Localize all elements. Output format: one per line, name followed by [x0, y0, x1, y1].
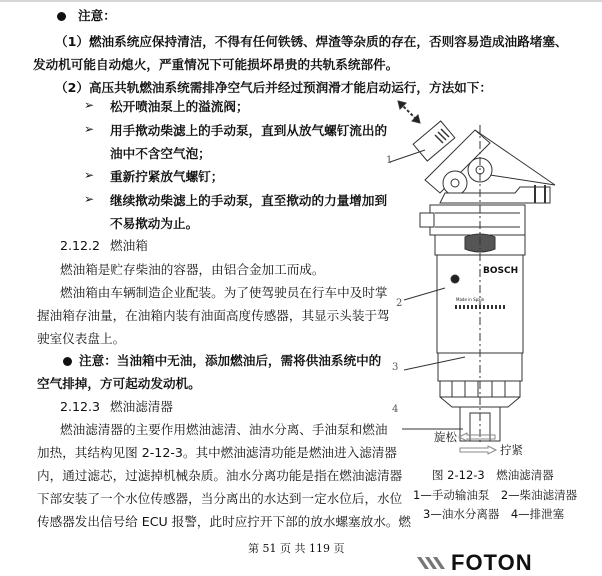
step-3: 重新拧紧放气螺钉； — [110, 169, 224, 184]
fuel-filter-para-line-5: 传感器发出信号给 ECU 报警，此时应拧开下部的放水螺塞放水。燃 — [37, 514, 412, 529]
page-top-border — [0, 0, 602, 2]
figure-legend-line-2: 3—油水分离器 4—排泄塞 — [423, 507, 565, 521]
brand-text: BOSCH — [483, 266, 519, 276]
note-1-line-1: （1）燃油系统应保持清洁，不得有任何铁锈、焊渣等杂质的存在，否则容易造成油路堵塞、 — [55, 34, 568, 49]
section-2-12-3-number: 2.12.3 — [60, 399, 101, 414]
fuel-filter-diagram — [380, 95, 580, 445]
section-2-12-3-title: 燃油滤清器 — [110, 399, 173, 414]
foton-logo — [415, 550, 555, 575]
arrow-bullet-icon: ➢ — [84, 192, 95, 206]
step-4-line-2: 不易揿动为止。 — [110, 216, 199, 231]
bullet-icon — [57, 12, 66, 21]
fuel-filter-para-line-2: 加热，其结构见图 2-12-3。其中燃油滤清功能是燃油进入滤清器 — [37, 445, 397, 460]
fuel-tank-warning-line-1: 注意：当油箱中无油，添加燃油后，需将供油系统中的 — [79, 353, 382, 368]
fuel-tank-para-2-line-3: 驶室仪表盘上。 — [37, 331, 126, 346]
foton-logo-icon — [415, 555, 449, 569]
tighten-label: 拧紧 — [500, 443, 523, 457]
figure-label-3: 3 — [392, 362, 399, 373]
fuel-tank-para-1: 燃油箱是贮存柴油的容器，由铝合金加工而成。 — [60, 262, 325, 277]
figure-legend-line-1: 1—手动输油泵 2—柴油滤清器 — [413, 488, 578, 502]
step-4-line-1: 继续揿动柴滤上的手动泵，直至揿动的力量增加到 — [110, 193, 388, 208]
tighten-arrow-icon — [458, 445, 498, 455]
section-2-12-2-number: 2.12.2 — [60, 238, 101, 253]
step-2-line-1: 用手揿动柴滤上的手动泵，直到从放气螺钉流出的 — [110, 123, 388, 138]
bullet-icon — [63, 357, 72, 366]
note-1-line-2: 发动机可能自动熄火，严重情况下可能损坏昂贵的共轨系统部件。 — [33, 57, 399, 72]
fuel-filter-para-line-1: 燃油滤清器的主要作用燃油滤清、油水分离、手油泵和燃油 — [60, 422, 388, 437]
fuel-tank-para-2-line-2: 握油箱存油量，在油箱内装有油面高度传感器，其显示头装于驾 — [37, 308, 390, 323]
arrow-bullet-icon: ➢ — [84, 168, 95, 182]
arrow-bullet-icon: ➢ — [84, 98, 95, 112]
step-1: 松开喷油泵上的溢流阀； — [110, 99, 249, 114]
figure-label-2: 2 — [396, 298, 403, 309]
figure-label-4: 4 — [392, 404, 399, 415]
note-heading: 注意： — [78, 8, 116, 23]
note-2: （2）高压共轨燃油系统需排净空气后并经过预润滑才能启动运行，方法如下： — [55, 80, 492, 95]
loosen-label: 旋松 — [434, 430, 457, 444]
fuel-filter-para-line-3: 内，通过滤芯，过滤掉机械杂质。油水分离功能是指在燃油滤清器 — [37, 468, 403, 483]
section-2-12-2-title: 燃油箱 — [110, 238, 148, 253]
fuel-tank-warning-line-2: 空气排掉，方可起动发动机。 — [37, 376, 201, 391]
step-2-line-2: 油中不含空气泡； — [110, 146, 211, 161]
arrow-bullet-icon: ➢ — [84, 122, 95, 136]
made-in-text: Made in Spain — [456, 297, 485, 302]
page-number: 第 51 页 共 119 页 — [248, 542, 345, 555]
loosen-arrow-icon — [457, 432, 497, 442]
figure-caption: 图 2-12-3 燃油滤清器 — [432, 468, 554, 482]
fuel-filter-para-line-4: 下部安装了一个水位传感器，当分离出的水达到一定水位后，水位 — [37, 491, 403, 506]
fuel-tank-para-2-line-1: 燃油箱由车辆制造企业配装。为了使驾驶员在行车中及时掌 — [60, 285, 388, 300]
figure-label-1: 1 — [386, 155, 393, 166]
foton-logo-text: FOTON — [451, 550, 533, 575]
